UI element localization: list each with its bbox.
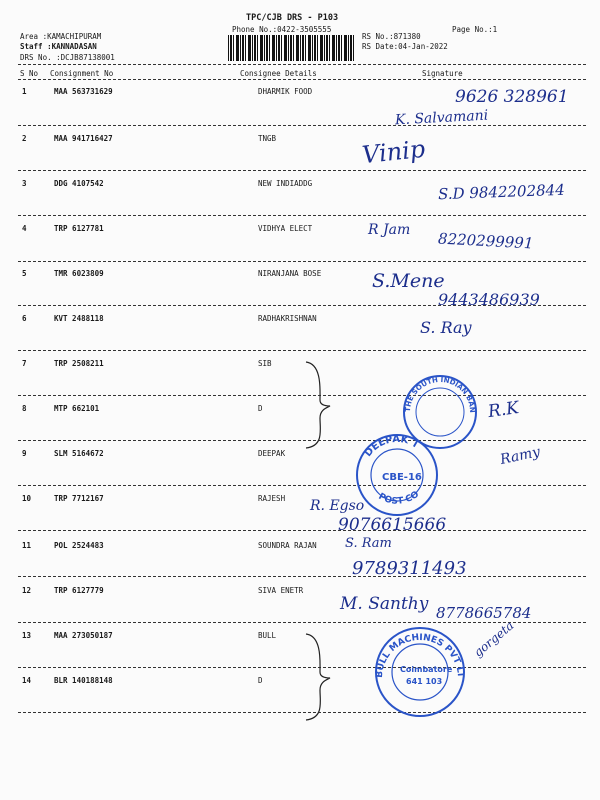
handwritten-name: S. Ram xyxy=(345,536,392,551)
row-divider xyxy=(18,215,586,216)
handwritten-name: R Jam xyxy=(368,222,411,238)
row-consignee: TNGB xyxy=(258,134,277,143)
brace-mark xyxy=(300,632,340,722)
row-consignee: RAJESH xyxy=(258,494,286,503)
row-sno: 7 xyxy=(22,359,27,368)
handwritten-phone: 9626 328961 xyxy=(455,87,569,107)
row-sno: 5 xyxy=(22,269,27,278)
rs-number: RS No.:871380 xyxy=(362,32,421,41)
handwritten-signature: Ramy xyxy=(498,443,542,469)
col-consignment: Consignment No xyxy=(50,69,114,78)
handwritten-phone: 9076615666 xyxy=(338,515,447,535)
row-consignment: MAA 941716427 xyxy=(54,134,113,143)
row-divider xyxy=(18,576,586,577)
row-sno: 4 xyxy=(22,224,27,233)
row-consignment: TRP 6127779 xyxy=(54,586,104,595)
row-sno: 11 xyxy=(22,541,32,550)
row-divider xyxy=(18,350,586,351)
row-consignee: RADHAKRISHNAN xyxy=(258,314,317,323)
rs-date: RS Date:04-Jan-2022 xyxy=(362,42,448,51)
drs-number: DRS No. :DCJB87138001 xyxy=(20,53,115,62)
col-signature: Signature xyxy=(422,69,463,78)
row-divider xyxy=(18,485,586,486)
row-consignment: MAA 273050187 xyxy=(54,631,113,640)
row-consignment: TRP 6127781 xyxy=(54,224,104,233)
stamp-text: THE SOUTH INDIAN BANK LTD xyxy=(397,366,477,413)
row-consignment: TRP 2508211 xyxy=(54,359,104,368)
stamp-text: DEEPAK T xyxy=(362,433,421,460)
row-sno: 3 xyxy=(22,179,27,188)
phone-number: Phone No.:0422-3505555 xyxy=(232,25,332,34)
col-consignee: Consignee Details xyxy=(240,69,317,78)
handwritten-signature: S. Ray xyxy=(420,318,472,337)
brace-mark xyxy=(300,360,340,450)
page-number: Page No.:1 xyxy=(452,25,498,34)
handwritten-name: K. Salvamani xyxy=(394,107,489,129)
row-sno: 6 xyxy=(22,314,27,323)
row-consignee: SIVA ENETR xyxy=(258,586,304,595)
row-consignee: D xyxy=(258,404,263,413)
row-consignment: MTP 662101 xyxy=(54,404,100,413)
stamp-text: 641 103 xyxy=(406,677,443,686)
stamp-text: BULL MACHINES PVT LIMITED xyxy=(365,615,465,679)
row-consignee: NEW INDIADDG xyxy=(258,179,313,188)
svg-text:POST CO xyxy=(377,489,422,506)
row-consignment: DDG 4107542 xyxy=(54,179,104,188)
col-sno: S No xyxy=(20,69,39,78)
divider xyxy=(18,79,586,80)
stamp-text: Coimbatore xyxy=(400,665,453,674)
row-sno: 9 xyxy=(22,449,27,458)
row-sno: 1 xyxy=(22,87,27,96)
row-sno: 13 xyxy=(22,631,32,640)
staff-label: Staff :KANNADASAN xyxy=(20,42,97,51)
row-divider xyxy=(18,170,586,171)
row-consignee: VIDHYA ELECT xyxy=(258,224,313,233)
row-consignment: MAA 563731629 xyxy=(54,87,113,96)
row-consignment: KVT 2488118 xyxy=(54,314,104,323)
row-consignee: SIB xyxy=(258,359,272,368)
handwritten-name: M. Santhy xyxy=(340,594,429,614)
handwritten-name: S.Mene xyxy=(372,270,445,292)
handwritten-phone: 9789311493 xyxy=(352,558,467,579)
row-sno: 12 xyxy=(22,586,32,595)
row-consignment: POL 2524483 xyxy=(54,541,104,550)
stamp-text: POST CO xyxy=(376,489,422,507)
row-consignee: SOUNDRA RAJAN xyxy=(258,541,317,550)
row-consignment: SLM 5164672 xyxy=(54,449,104,458)
row-consignee: DHARMIK FOOD xyxy=(258,87,313,96)
stamp-text: CBE-16 xyxy=(382,472,422,483)
area-label: Area :KAMACHIPURAM xyxy=(20,32,102,41)
deepak-stamp xyxy=(352,430,442,520)
handwritten-phone: 9443486939 xyxy=(438,290,540,309)
handwritten-phone: 8778665784 xyxy=(436,604,532,622)
svg-text:DEEPAK T xyxy=(363,434,421,459)
row-divider xyxy=(18,261,586,262)
row-sno: 2 xyxy=(22,134,27,143)
row-sno: 8 xyxy=(22,404,27,413)
row-consignee: BULL xyxy=(258,631,277,640)
row-consignment: TRP 7712167 xyxy=(54,494,104,503)
row-consignee: DEEPAK xyxy=(258,449,286,458)
row-consignee: NIRANJANA BOSE xyxy=(258,269,322,278)
row-divider xyxy=(18,530,586,531)
row-consignee: D xyxy=(258,676,263,685)
divider xyxy=(18,64,586,65)
row-sno: 14 xyxy=(22,676,32,685)
handwritten-phone: 8220299991 xyxy=(437,229,534,253)
handwritten-signature: Vinip xyxy=(360,134,427,170)
sheet-title: TPC/CJB DRS - P103 xyxy=(246,13,339,23)
handwritten-name: R. Egso xyxy=(310,498,365,514)
row-divider xyxy=(18,125,586,126)
handwritten-signature: gorgeta xyxy=(471,618,517,660)
svg-text:THE SOUTH INDIAN BANK LTD xyxy=(397,366,476,413)
row-consignment: TMR 6023809 xyxy=(54,269,104,278)
row-consignment: BLR 140188148 xyxy=(54,676,113,685)
handwritten-signature: S.D 9842202844 xyxy=(437,180,566,204)
barcode xyxy=(228,35,354,61)
bull-machines-stamp xyxy=(365,615,470,722)
row-sno: 10 xyxy=(22,494,32,503)
handwritten-signature: R.K xyxy=(486,397,521,423)
